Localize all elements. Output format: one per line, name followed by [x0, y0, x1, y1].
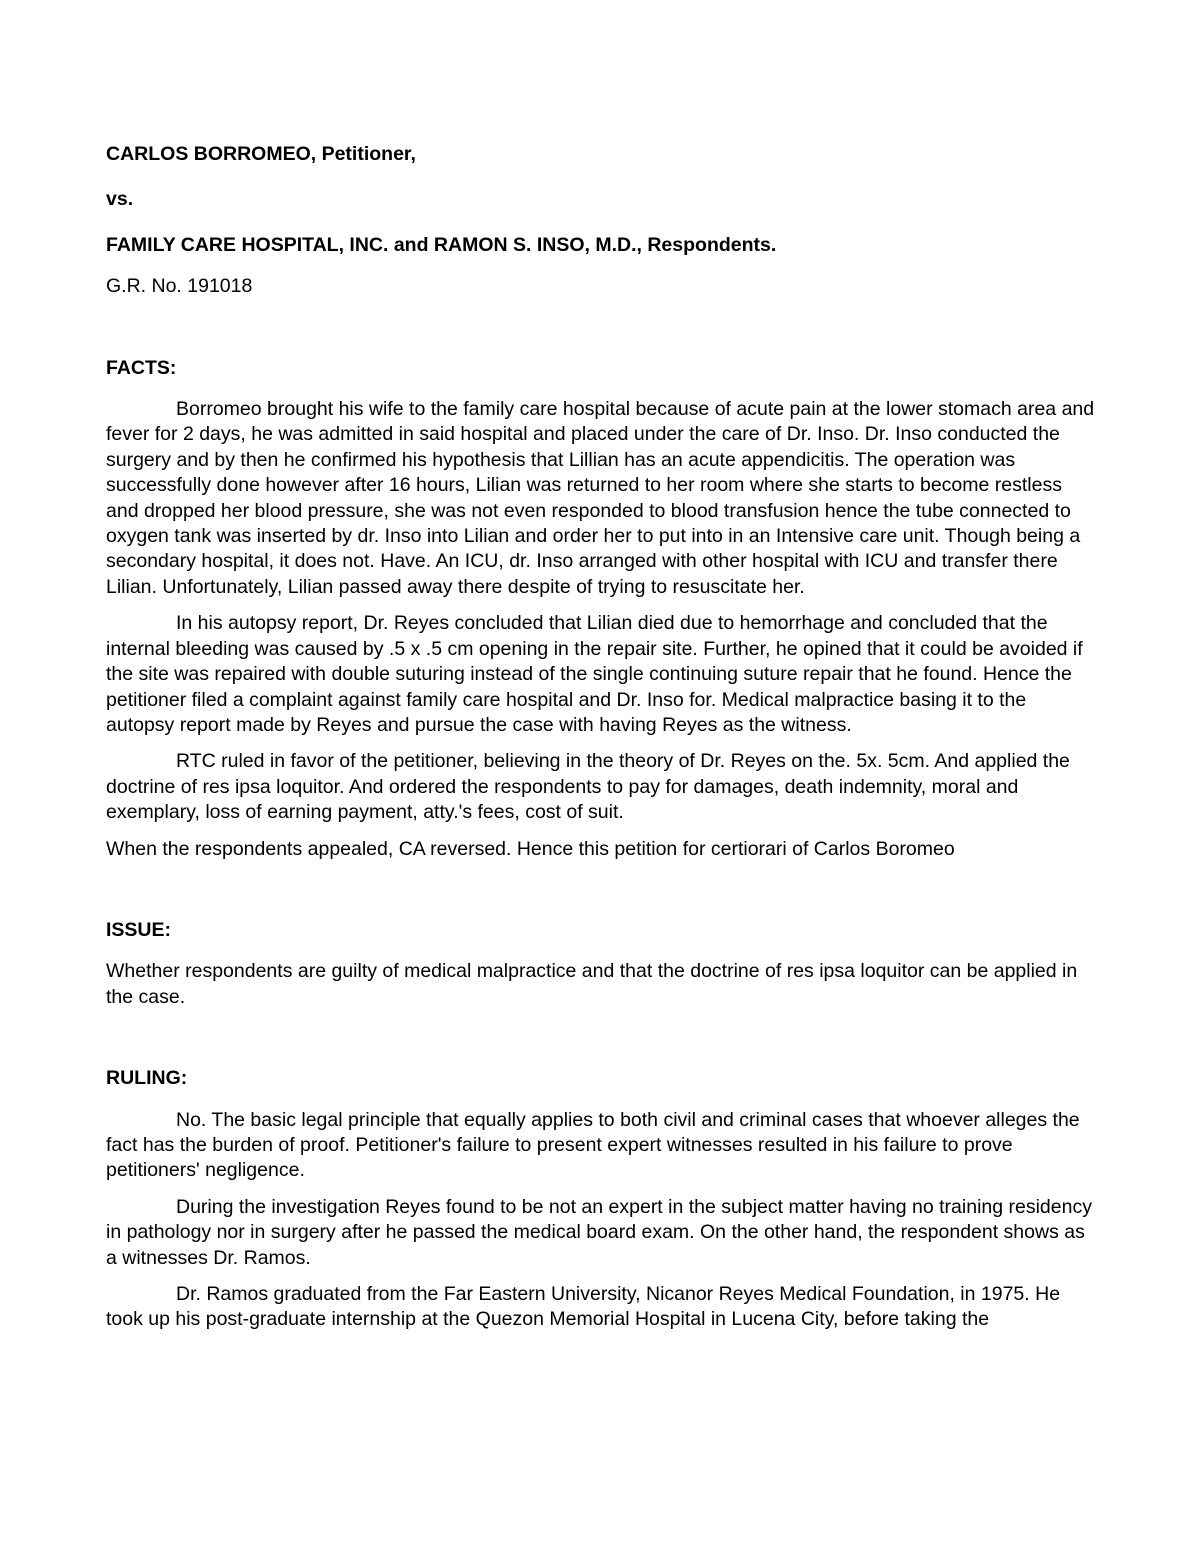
gr-number: G.R. No. 191018 [106, 275, 253, 298]
issue-heading: ISSUE: [106, 918, 172, 941]
document-page [106, 142, 1096, 1333]
versus-line: vs. [106, 188, 134, 211]
ruling-paragraph-1: No. The basic legal principle that equally applies to both civil and criminal cases that whoever alleges the fact has the burden of proof. Petitioner's failure to present expert witnesses resulted in his failure to prove petitioners' negligence. [106, 1108, 1080, 1182]
facts-paragraph-3: RTC ruled in favor of the petitioner, believing in the theory of Dr. Reyes on the. 5x. 5cm. And applied the doctrine of res ipsa loquitor. And ordered the respondents to pay for damages, death indemnity, moral and exemplary, loss of earning payment, atty.'s fees, cost of suit. [106, 750, 1070, 824]
ruling-paragraph-3: Dr. Ramos graduated from the Far Eastern University, Nicanor Reyes Medical Foundation, in 1975. He took up his post-graduate internship at the Quezon Memorial Hospital in Lucena City, before taking the [106, 1283, 1061, 1331]
petitioner-line: CARLOS BORROMEO, Petitioner, [106, 143, 416, 165]
facts-paragraph-2: In his autopsy report, Dr. Reyes concluded that Lilian died due to hemorrhage and concluded that the internal bleeding was caused by .5 x .5 cm opening in the repair site. Further, he opined that it could be avoided if the site was repaired with double suturing instead of the single continuing suture repair that he found. Hence the petitioner filed a complaint against family care hospital and Dr. Inso for. Medical malpractice basing it to the autopsy report made by Reyes and pursue the case with having Reyes as the witness. [106, 612, 1083, 736]
facts-heading: FACTS: [106, 356, 177, 379]
ruling-paragraph-2: During the investigation Reyes found to be not an expert in the subject matter having no training residency in pathology nor in surgery after he passed the medical board exam. On the other hand, the respondent shows as a witnesses Dr. Ramos. [106, 1195, 1092, 1269]
facts-paragraph-1: Borromeo brought his wife to the family care hospital because of acute pain at the lower stomach area and fever for 2 days, he was admitted in said hospital and placed under the care of Dr. Inso. Dr. Inso conducted the surgery and by then he confirmed his hypothesis that Lillian has an acute appendicitis. The operation was successfully done however after 16 hours, Lilian was returned to her room where she starts to become restless and dropped her blood pressure, she was not even responded to blood transfusion hence the tube connected to oxygen tank was inserted by dr. Inso into Lilian and order her to put into in an Intensive care unit. Though being a secondary hospital, it does not. Have. An ICU, dr. Inso arranged with other hospital with ICU and transfer there Lilian. Unfortunately, Lilian passed away there despite of trying to resuscitate her. [106, 398, 1095, 598]
respondents-line: FAMILY CARE HOSPITAL, INC. and RAMON S. INSO, M.D., Respondents. [106, 233, 777, 256]
facts-closing: When the respondents appealed, CA reversed. Hence this petition for certiorari of Carlos Boromeo [106, 837, 955, 860]
issue-text: Whether respondents are guilty of medical malpractice and that the doctrine of res ipsa loquitor can be applied in the case. [106, 960, 1078, 1008]
ruling-heading: RULING: [106, 1067, 188, 1090]
